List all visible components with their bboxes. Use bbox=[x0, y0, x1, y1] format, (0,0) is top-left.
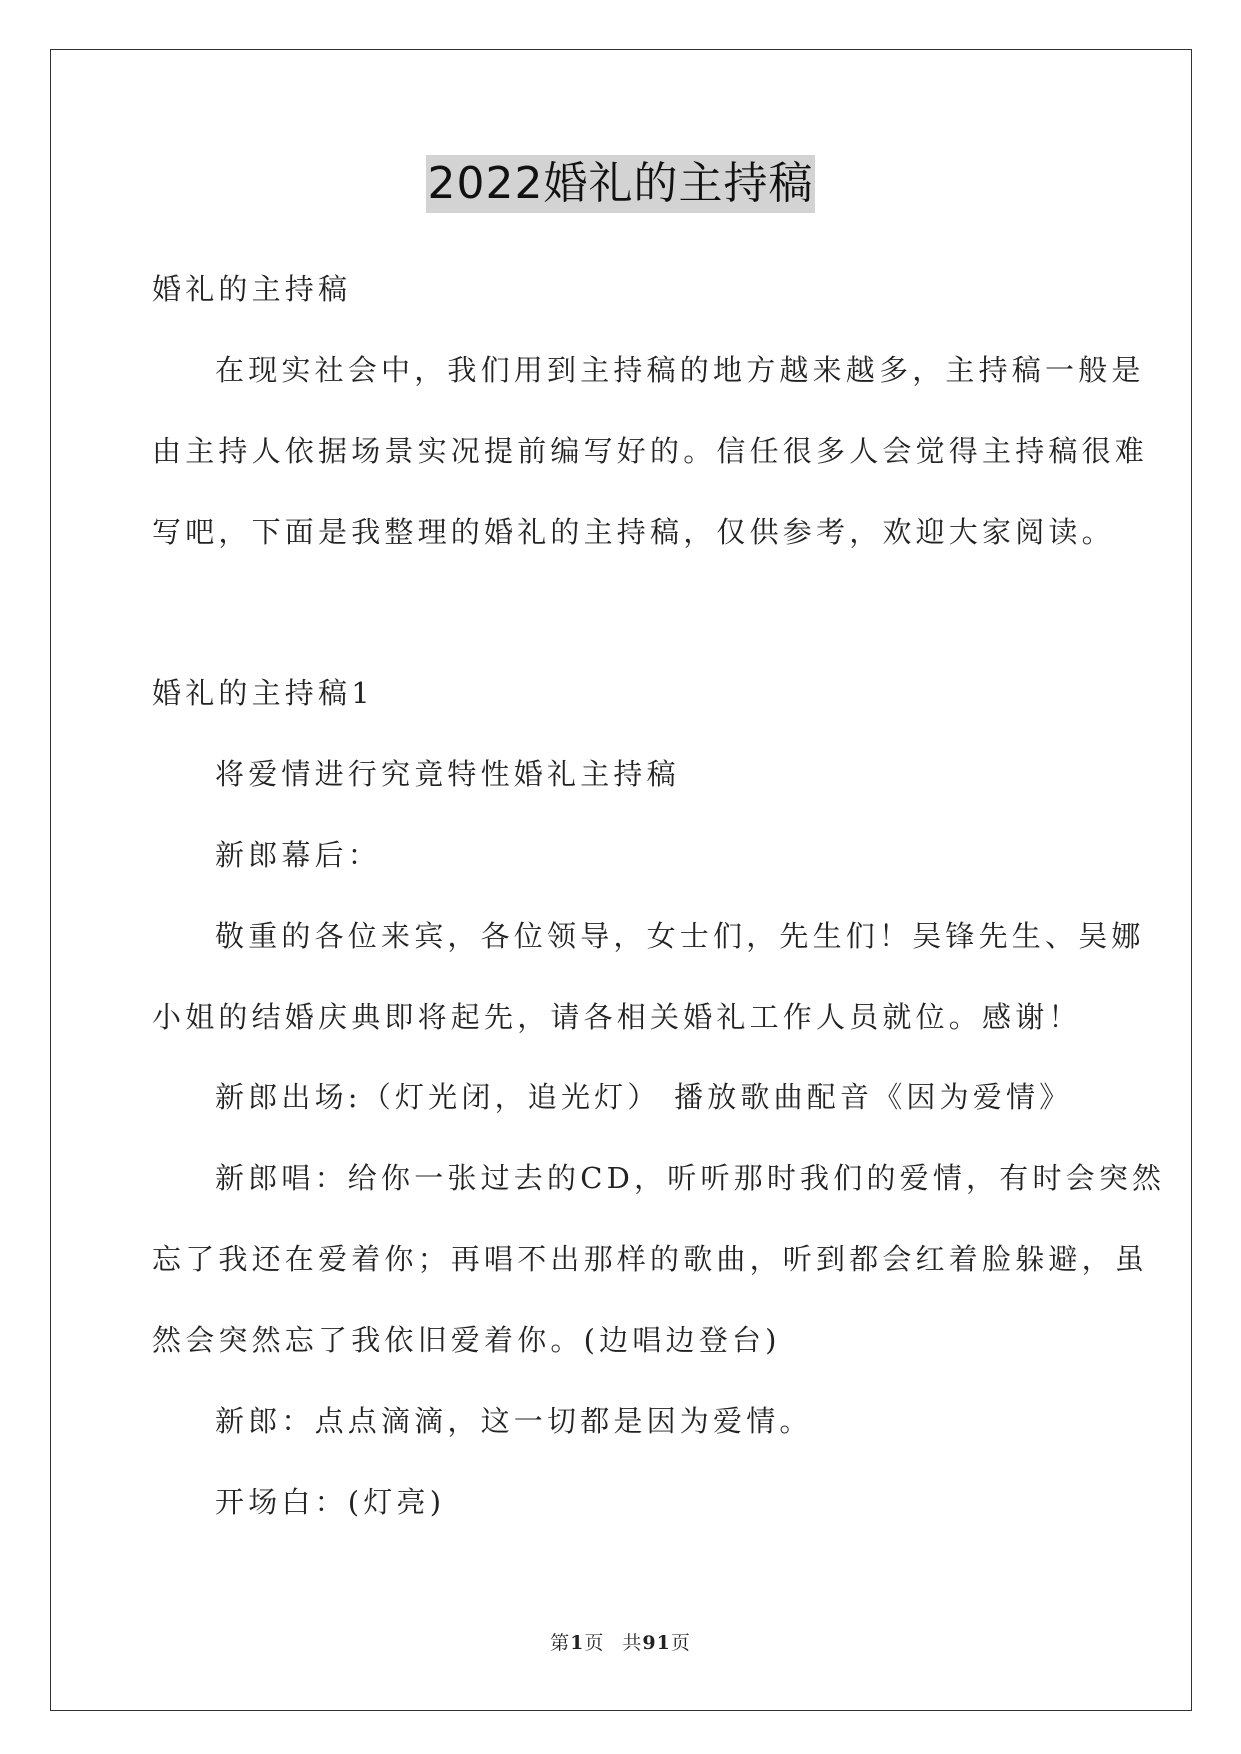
paragraph-line: 新郎唱：给你一张过去的CD，听听那时我们的爱情，有时会突然 bbox=[215, 1161, 1166, 1195]
paragraph-line: 小姐的结婚庆典即将起先，请各相关婚礼工作人员就位。感谢！ bbox=[152, 1000, 1082, 1034]
paragraph-line: 然会突然忘了我依旧爱着你。(边唱边登台) bbox=[152, 1323, 781, 1357]
document-title: 2022婚礼的主持稿 bbox=[426, 155, 816, 213]
page-footer bbox=[0, 1630, 1241, 1656]
section-heading: 婚礼的主持稿1 bbox=[152, 676, 374, 710]
total-pages-label: 共91页 bbox=[622, 1632, 691, 1654]
paragraph-line: 新郎：点点滴滴，这一切都是因为爱情。 bbox=[215, 1404, 813, 1438]
title-container bbox=[0, 155, 1241, 213]
paragraph-line: 新郎幕后： bbox=[215, 838, 382, 872]
paragraph-line: 开场白：(灯亮) bbox=[215, 1485, 446, 1519]
paragraph-line: 在现实社会中，我们用到主持稿的地方越来越多，主持稿一般是 bbox=[215, 353, 1145, 387]
paragraph-line: 由主持人依据场景实况提前编写好的。信任很多人会觉得主持稿很难 bbox=[152, 434, 1149, 468]
paragraph-line: 敬重的各位来宾，各位领导，女士们，先生们！吴锋先生、吴娜 bbox=[215, 919, 1145, 953]
paragraph-line: 忘了我还在爱着你；再唱不出那样的歌曲，听到都会红着脸躲避，虽 bbox=[152, 1242, 1149, 1276]
subheading: 婚礼的主持稿 bbox=[152, 272, 352, 306]
paragraph-line: 新郎出场:（灯光闭，追光灯） 播放歌曲配音《因为爱情》 bbox=[215, 1080, 1073, 1114]
paragraph-line: 写吧，下面是我整理的婚礼的主持稿，仅供参考，欢迎大家阅读。 bbox=[152, 515, 1115, 549]
paragraph-line: 将爱情进行究竟特性婚礼主持稿 bbox=[215, 757, 680, 791]
page-number-label: 第1页 bbox=[550, 1632, 605, 1654]
